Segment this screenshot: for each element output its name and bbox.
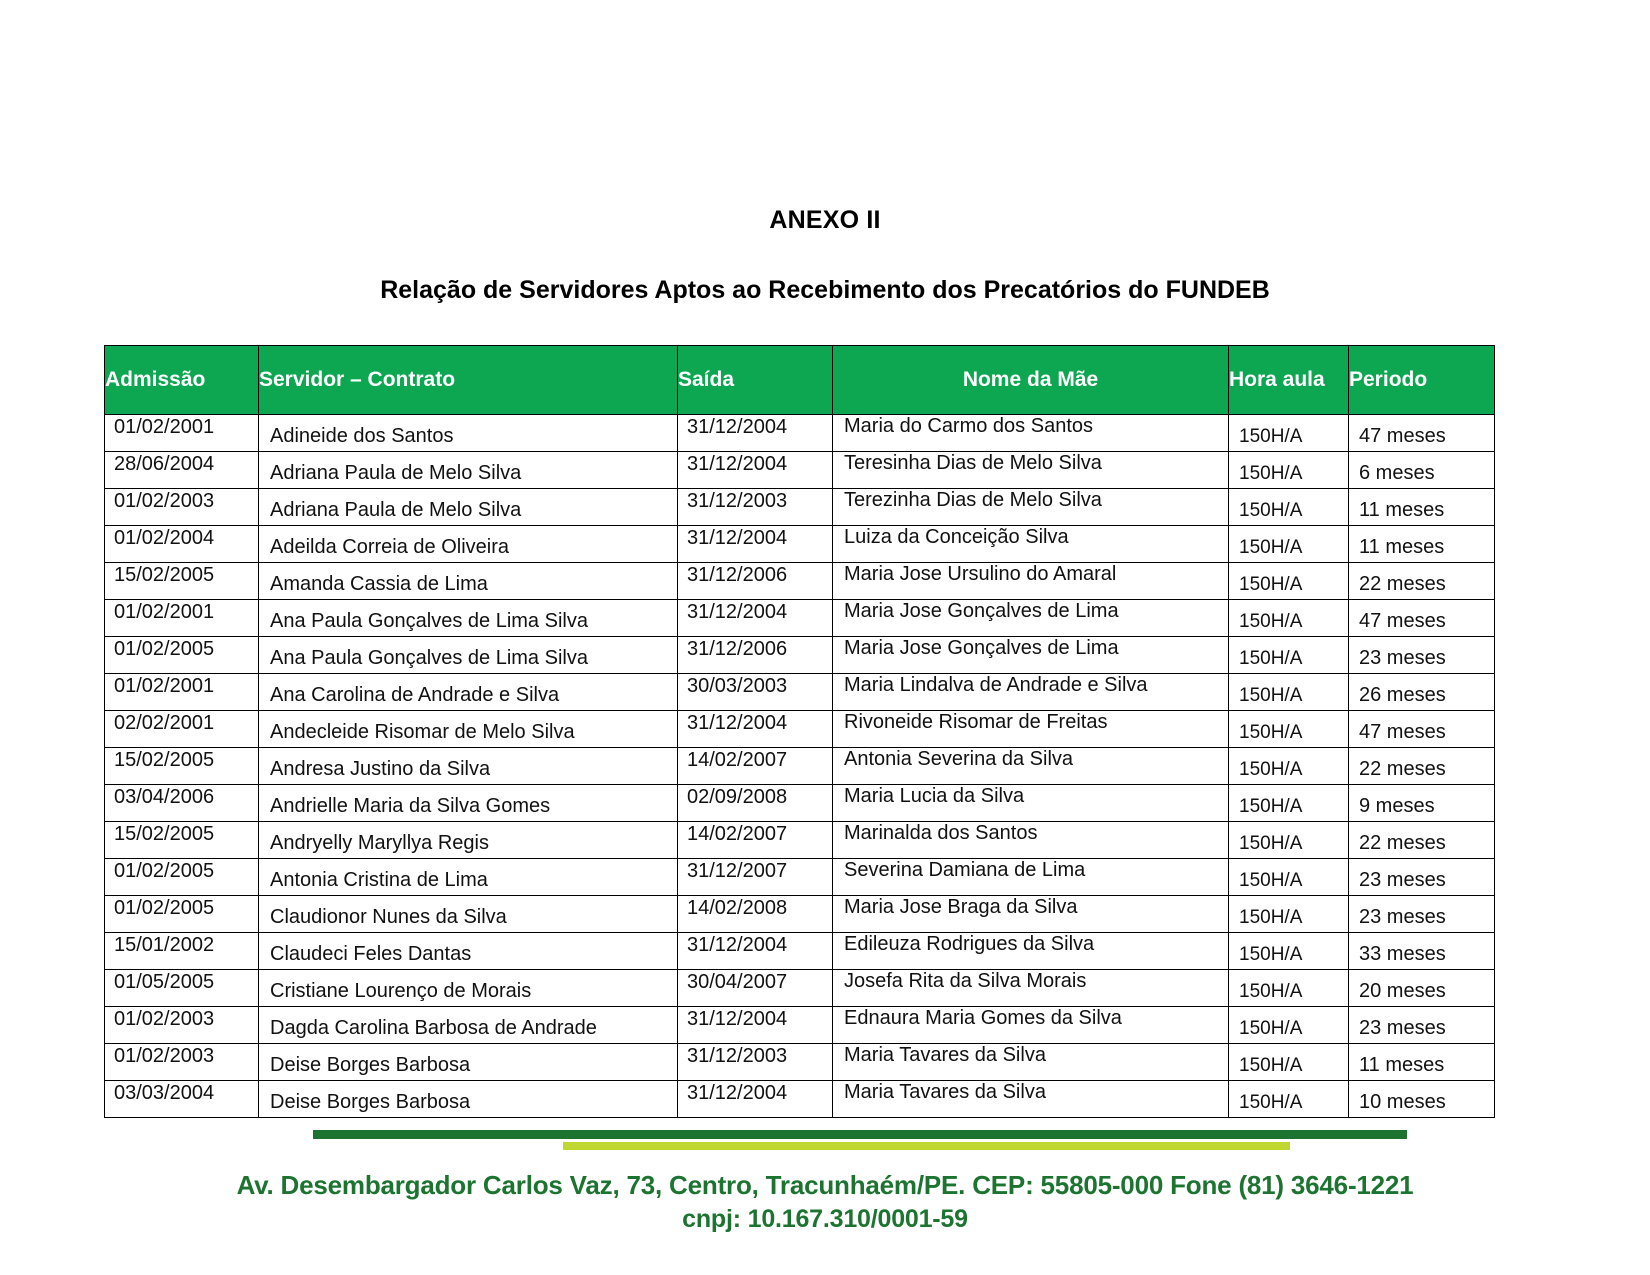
table-row [105,711,1495,748]
cell-admissao: 02/02/2001 [105,711,259,748]
cell-saida: 31/12/2004 [678,600,833,637]
table-row [105,896,1495,933]
cell-nome-da-mae: Maria Tavares da Silva [833,1044,1229,1081]
cell-servidor: Claudeci Feles Dantas [259,933,678,970]
cell-nome-da-mae: Teresinha Dias de Melo Silva [833,452,1229,489]
cell-nome-da-mae: Maria Jose Ursulino do Amaral [833,563,1229,600]
cell-periodo: 6 meses [1349,452,1495,489]
cell-hora-aula: 150H/A [1229,415,1349,452]
cell-admissao: 01/05/2005 [105,970,259,1007]
table-row [105,526,1495,563]
cell-admissao: 01/02/2005 [105,637,259,674]
cell-saida: 30/03/2003 [678,674,833,711]
cell-nome-da-mae: Severina Damiana de Lima [833,859,1229,896]
cell-nome-da-mae: Maria Lindalva de Andrade e Silva [833,674,1229,711]
cell-saida: 31/12/2003 [678,489,833,526]
cell-hora-aula: 150H/A [1229,785,1349,822]
cell-servidor: Ana Carolina de Andrade e Silva [259,674,678,711]
table-row [105,970,1495,1007]
cell-periodo: 23 meses [1349,896,1495,933]
cell-admissao: 15/02/2005 [105,822,259,859]
column-header-saida: Saída [678,346,833,415]
cell-admissao: 01/02/2004 [105,526,259,563]
cell-periodo: 20 meses [1349,970,1495,1007]
cell-nome-da-mae: Maria Lucia da Silva [833,785,1229,822]
footer-address: Av. Desembargador Carlos Vaz, 73, Centro, Tracunhaém/PE. CEP: 55805-000 Fone (81) 3646-1221 [236,1170,1414,1200]
cell-saida: 14/02/2007 [678,822,833,859]
cell-periodo: 47 meses [1349,711,1495,748]
cell-saida: 31/12/2004 [678,1007,833,1044]
cell-nome-da-mae: Antonia Severina da Silva [833,748,1229,785]
cell-periodo: 47 meses [1349,415,1495,452]
cell-hora-aula: 150H/A [1229,822,1349,859]
cell-servidor: Ana Paula Gonçalves de Lima Silva [259,600,678,637]
cell-hora-aula: 150H/A [1229,489,1349,526]
cell-hora-aula: 150H/A [1229,637,1349,674]
page-title: ANEXO II [769,206,881,234]
cell-admissao: 01/02/2005 [105,896,259,933]
table-row [105,1044,1495,1081]
cell-nome-da-mae: Maria Jose Gonçalves de Lima [833,637,1229,674]
cell-periodo: 26 meses [1349,674,1495,711]
servidores-table-container [104,345,1494,1118]
cell-saida: 31/12/2007 [678,859,833,896]
servidores-table [104,345,1495,1118]
cell-admissao: 01/02/2003 [105,1044,259,1081]
cell-nome-da-mae: Maria Jose Gonçalves de Lima [833,600,1229,637]
cell-periodo: 22 meses [1349,563,1495,600]
cell-servidor: Adriana Paula de Melo Silva [259,452,678,489]
cell-hora-aula: 150H/A [1229,1081,1349,1118]
table-row [105,452,1495,489]
column-header-periodo: Periodo [1349,346,1495,415]
cell-admissao: 01/02/2001 [105,415,259,452]
cell-servidor: Amanda Cassia de Lima [259,563,678,600]
cell-nome-da-mae: Edileuza Rodrigues da Silva [833,933,1229,970]
cell-saida: 14/02/2008 [678,896,833,933]
cell-nome-da-mae: Maria Tavares da Silva [833,1081,1229,1118]
cell-periodo: 11 meses [1349,526,1495,563]
cell-servidor: Deise Borges Barbosa [259,1044,678,1081]
cell-periodo: 47 meses [1349,600,1495,637]
title-block [0,205,1650,305]
cell-saida: 31/12/2004 [678,452,833,489]
cell-saida: 31/12/2004 [678,1081,833,1118]
footer-rule-light [563,1142,1290,1150]
cell-servidor: Ana Paula Gonçalves de Lima Silva [259,637,678,674]
cell-admissao: 01/02/2003 [105,489,259,526]
cell-hora-aula: 150H/A [1229,674,1349,711]
cell-periodo: 11 meses [1349,489,1495,526]
column-header-nome-da-mae: Nome da Mãe [833,346,1229,415]
table-row [105,637,1495,674]
table-row [105,489,1495,526]
cell-hora-aula: 150H/A [1229,452,1349,489]
footer-cnpj: cnpj: 10.167.310/0001-59 [682,1205,968,1234]
cell-saida: 31/12/2004 [678,933,833,970]
cell-admissao: 01/02/2003 [105,1007,259,1044]
table-row [105,563,1495,600]
cell-nome-da-mae: Maria do Carmo dos Santos [833,415,1229,452]
cell-servidor: Andecleide Risomar de Melo Silva [259,711,678,748]
cell-admissao: 15/01/2002 [105,933,259,970]
cell-nome-da-mae: Marinalda dos Santos [833,822,1229,859]
cell-saida: 14/02/2007 [678,748,833,785]
footer-text-block [0,1168,1650,1237]
cell-hora-aula: 150H/A [1229,1044,1349,1081]
table-body [105,415,1495,1118]
table-row [105,674,1495,711]
cell-periodo: 23 meses [1349,859,1495,896]
cell-servidor: Dagda Carolina Barbosa de Andrade [259,1007,678,1044]
cell-periodo: 10 meses [1349,1081,1495,1118]
cell-saida: 31/12/2004 [678,711,833,748]
cell-nome-da-mae: Josefa Rita da Silva Morais [833,970,1229,1007]
cell-servidor: Adriana Paula de Melo Silva [259,489,678,526]
table-row [105,748,1495,785]
cell-servidor: Cristiane Lourenço de Morais [259,970,678,1007]
table-row [105,785,1495,822]
cell-servidor: Antonia Cristina de Lima [259,859,678,896]
cell-periodo: 33 meses [1349,933,1495,970]
cell-servidor: Andresa Justino da Silva [259,748,678,785]
cell-admissao: 03/04/2006 [105,785,259,822]
cell-admissao: 15/02/2005 [105,563,259,600]
cell-saida: 31/12/2003 [678,1044,833,1081]
cell-saida: 31/12/2006 [678,637,833,674]
table-header-row [105,346,1495,415]
cell-saida: 30/04/2007 [678,970,833,1007]
cell-hora-aula: 150H/A [1229,748,1349,785]
cell-hora-aula: 150H/A [1229,600,1349,637]
cell-servidor: Adeilda Correia de Oliveira [259,526,678,563]
cell-hora-aula: 150H/A [1229,1007,1349,1044]
table-row [105,933,1495,970]
cell-servidor: Claudionor Nunes da Silva [259,896,678,933]
cell-saida: 31/12/2004 [678,415,833,452]
table-header [105,346,1495,415]
table-row [105,1081,1495,1118]
cell-hora-aula: 150H/A [1229,896,1349,933]
cell-admissao: 01/02/2005 [105,859,259,896]
cell-periodo: 9 meses [1349,785,1495,822]
cell-periodo: 23 meses [1349,1007,1495,1044]
cell-servidor: Deise Borges Barbosa [259,1081,678,1118]
table-row [105,822,1495,859]
cell-nome-da-mae: Terezinha Dias de Melo Silva [833,489,1229,526]
table-row [105,415,1495,452]
cell-periodo: 22 meses [1349,748,1495,785]
table-row [105,1007,1495,1044]
cell-hora-aula: 150H/A [1229,933,1349,970]
cell-admissao: 01/02/2001 [105,674,259,711]
cell-servidor: Adineide dos Santos [259,415,678,452]
cell-nome-da-mae: Luiza da Conceição Silva [833,526,1229,563]
page-subtitle: Relação de Servidores Aptos ao Recebimento dos Precatórios do FUNDEB [380,276,1270,304]
cell-admissao: 01/02/2001 [105,600,259,637]
cell-saida: 31/12/2006 [678,563,833,600]
cell-admissao: 15/02/2005 [105,748,259,785]
cell-admissao: 03/03/2004 [105,1081,259,1118]
table-row [105,859,1495,896]
column-header-servidor: Servidor – Contrato [259,346,678,415]
cell-nome-da-mae: Ednaura Maria Gomes da Silva [833,1007,1229,1044]
cell-hora-aula: 150H/A [1229,563,1349,600]
cell-periodo: 11 meses [1349,1044,1495,1081]
column-header-hora-aula: Hora aula [1229,346,1349,415]
cell-admissao: 28/06/2004 [105,452,259,489]
cell-hora-aula: 150H/A [1229,859,1349,896]
cell-hora-aula: 150H/A [1229,970,1349,1007]
cell-saida: 31/12/2004 [678,526,833,563]
cell-servidor: Andryelly Maryllya Regis [259,822,678,859]
cell-servidor: Andrielle Maria da Silva Gomes [259,785,678,822]
cell-nome-da-mae: Maria Jose Braga da Silva [833,896,1229,933]
column-header-admissao: Admissão [105,346,259,415]
cell-periodo: 22 meses [1349,822,1495,859]
table-row [105,600,1495,637]
cell-hora-aula: 150H/A [1229,526,1349,563]
cell-periodo: 23 meses [1349,637,1495,674]
footer-rule-dark [313,1130,1407,1139]
cell-saida: 02/09/2008 [678,785,833,822]
cell-hora-aula: 150H/A [1229,711,1349,748]
cell-nome-da-mae: Rivoneide Risomar de Freitas [833,711,1229,748]
